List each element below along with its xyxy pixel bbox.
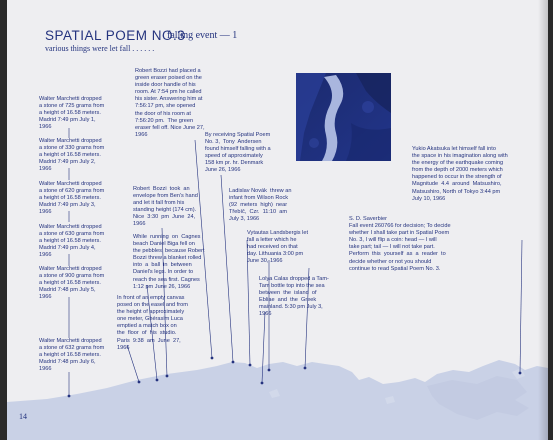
event-note-akatsuka: Yukio Akatsuka let himself fall into the space in his imagination along with the energy of the earthquake coming from the depth of 2000 meters which happened to occur in the strength of Magnitude 4.4 around Matsushiro, Matsushiro, North of Tokyo 3:44 pm July 10, 1966 xyxy=(412,146,508,202)
event-note-marchetti-5: Walter Marchetti dropped a stone of 900 grams from a height of 16.58 meters. Madrid 7:48 pm July 5, 1966 xyxy=(39,266,105,301)
event-note-calas: Lolya Calas dropped a Tam- Tam bottle top into the sea between the island of Ebliae and the Greek mainland. 5:30 pm July 3, 1966 xyxy=(259,276,329,318)
event-note-bozzi-beach: While running on Cagnes beach Daniel Biga fell on the pebbles, because Robert Bozzi threw a blanket rolled into a ball in between Daniel's legs. In order to reach the sea first. Cagnes 1:12 pm June 26, 1966 xyxy=(133,234,205,290)
aerial-photo xyxy=(296,73,391,161)
event-note-andersen: By receiving Spatial Poem No. 3, Tony Andersen found himself falling with a speed of approximately 158 km pr. hr. Denmark June 26, 1966 xyxy=(205,132,271,174)
event-note-marchetti-2: Walter Marchetti dropped a stone of 330 grams from a height of 16.58 meters. Madrid 7:49 pm July 2, 1966 xyxy=(39,138,105,173)
event-note-novak: Ladislav Novák threw an infant from Wilson Rock (92 meters high) near Třebíč, Czr. 11:10 am July 3, 1966 xyxy=(229,188,292,223)
location-dot xyxy=(138,381,141,384)
page-number: 14 xyxy=(19,412,27,421)
location-dot xyxy=(261,382,264,385)
leader-line xyxy=(520,240,522,373)
location-dot xyxy=(68,395,71,398)
book-page xyxy=(7,0,548,440)
event-note-marchetti-1: Walter Marchetti dropped a stone of 725 grams from a height of 16.58 meters. Madrid 7:49 pm July 1, 1966 xyxy=(39,96,105,131)
location-dot xyxy=(249,364,252,367)
location-dot xyxy=(166,375,169,378)
event-note-bozzi-envelope: Robert Bozzi took an envelope from Ben's hand and let it fall from his standing height (174 cm). Nice 3:30 pm June 24, 1966 xyxy=(133,186,198,228)
event-note-marchetti-4: Walter Marchetti dropped a stone of 630 grams from a height of 16.58 meters. Madrid 7:49 pm July 4, 1966 xyxy=(39,224,105,259)
page-edge-shadow xyxy=(538,0,548,440)
intro-line: various things were let fall . . . . . . xyxy=(45,44,155,53)
location-dot xyxy=(304,367,307,370)
event-note-landsbergis: Vytautas Landsbergis let fall a letter which he had received on that day. Lithuania 3:00 pm June 30, 1966 xyxy=(247,230,309,265)
location-dot xyxy=(232,361,235,364)
event-note-luca: In front of an empty canvas posed on the easel and from the height of approximately one meter, Ghérasim Luca emptied a match box on the floor of his studio. Paris 9:38 am June 27, 1966 xyxy=(117,295,188,351)
location-dot xyxy=(519,372,522,375)
page-title: SPATIAL POEM NO.3 xyxy=(45,28,186,43)
event-note-bozzi-eraser: Robert Bozzi had placed a green eraser poised on the inside door handle of his room. At 7:54 pm he called his sister. Answering him at 7:56:17 pm, she opened the door of his room at 7:56:20 pm. The green eraser fell off. Nice June 27, 1966 xyxy=(135,68,205,138)
event-note-marchetti-6: Walter Marchetti dropped a stone of 632 grams from a height of 16.58 meters. Madrid 7:48 pm July 6, 1966 xyxy=(39,338,105,373)
location-dot xyxy=(268,369,271,372)
location-dot xyxy=(211,357,214,360)
page-subtitle: falling event — 1 xyxy=(167,30,238,41)
event-note-marchetti-3: Walter Marchetti dropped a stone of 620 grams from a height of 16.58 meters. Madrid 7:49 pm July 3, 1966 xyxy=(39,181,105,216)
location-dot xyxy=(156,379,159,382)
event-note-saverbier: S. D. Saverbier Fall event 260766 for decision; To decide whether I shall take part in Spatial Poem No. 3, I will flip a coin: head — I will take part; tail — I will not take part. Perform this yourself as a reader to decide whether or not you should continue to read Spatial Poem No. 3. xyxy=(349,216,451,272)
